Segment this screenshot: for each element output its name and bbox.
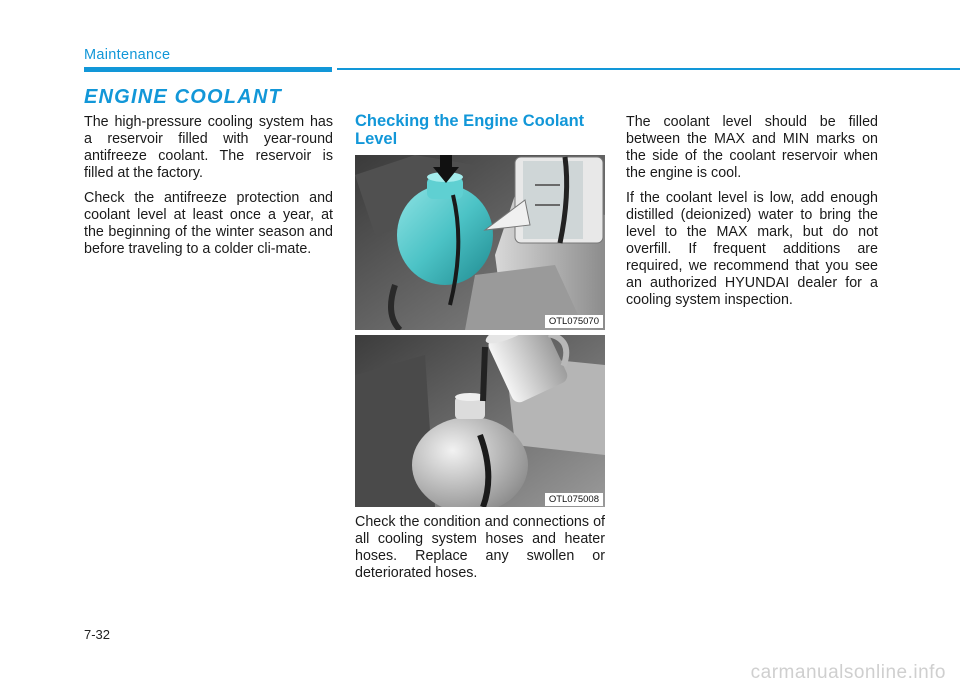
figure-code: OTL075008 <box>545 493 603 506</box>
figure-coolant-fill <box>355 335 605 507</box>
column-1 <box>84 114 333 266</box>
column-3 <box>626 114 878 317</box>
paragraph: If the coolant level is low, add enough distilled (deionized) water to bring the level to the MAX mark, but do not overfill. If frequent additions are required, we recommend that you see an authorized HYUNDAI dealer for a cooling system inspection. <box>626 190 878 308</box>
paragraph: Check the antifreeze protection and coolant level at least once a year, at the beginning of the winter season and before traveling to a colder cli-mate. <box>84 190 333 257</box>
header-rule-thin <box>337 68 960 70</box>
page-number: 7-32 <box>84 627 111 642</box>
paragraph: The high-pressure cooling system has a reservoir filled with year-round antifreeze coolant. The reservoir is filled at the factory. <box>84 114 333 181</box>
figure-reservoir-level <box>355 155 605 330</box>
header-rule-thick <box>84 67 332 72</box>
sub-heading: Checking the Engine Coolant Level <box>355 112 585 148</box>
column-2-text <box>355 514 605 590</box>
section-label: Maintenance <box>84 47 171 63</box>
paragraph: The coolant level should be filled between the MAX and MIN marks on the side of the coolant reservoir when the engine is cool. <box>626 114 878 181</box>
watermark: carmanualsonline.info <box>750 662 946 683</box>
reservoir-illustration <box>355 155 605 330</box>
fill-illustration <box>355 335 605 507</box>
figure-code: OTL075070 <box>545 315 603 328</box>
paragraph: Check the condition and connections of all cooling system hoses and heater hoses. Replace any swollen or deteriorated hoses. <box>355 514 605 581</box>
chapter-title: ENGINE COOLANT <box>84 86 282 108</box>
